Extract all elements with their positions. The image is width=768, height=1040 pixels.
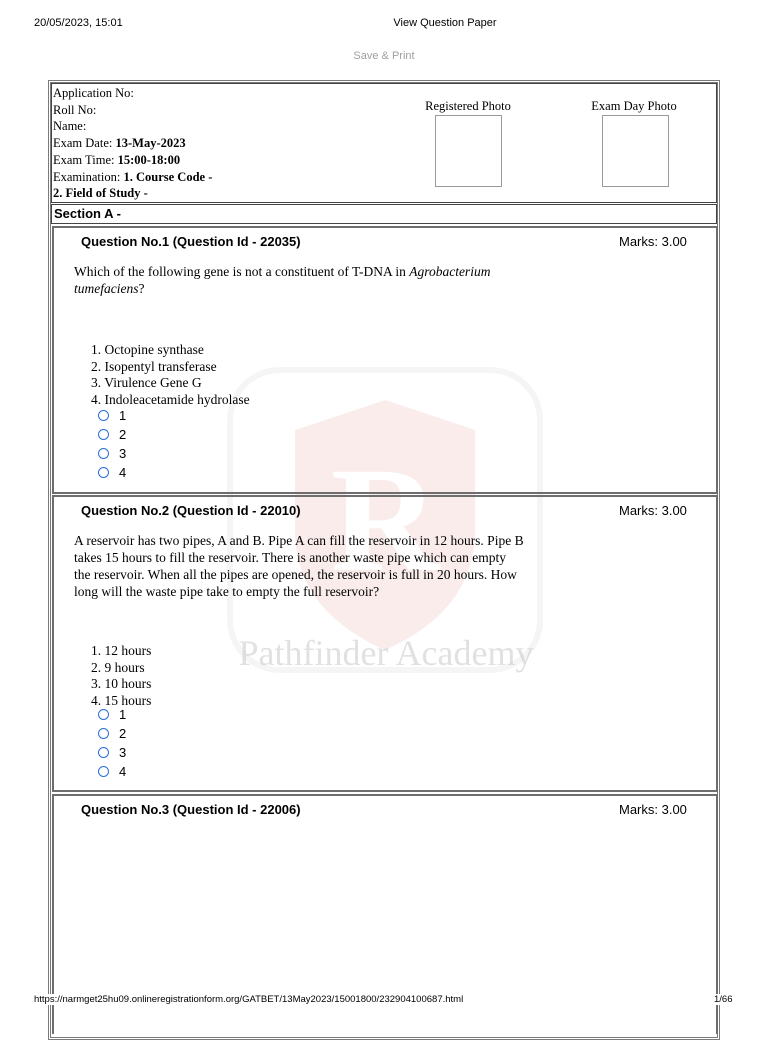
- question-text-2-line: the reservoir. When all the pipes are opened, the reservoir is full in 20 hours. How: [74, 567, 517, 582]
- radio-label: 4: [119, 465, 127, 480]
- question-text-1: [74, 263, 574, 297]
- answer-choice-1-1[interactable]: [98, 406, 126, 425]
- question-text-2-line: A reservoir has two pipes, A and B. Pipe A can fill the reservoir in 12 hours. Pipe B: [74, 533, 524, 548]
- watermark-letter: R: [330, 437, 440, 603]
- question-text-1-end: ?: [138, 281, 145, 296]
- name-label: Name:: [53, 119, 87, 134]
- question-text-1-italic-b: tumefaciens: [74, 281, 139, 296]
- option-2-4: 4. 15 hours: [91, 693, 152, 709]
- radio-button[interactable]: [98, 728, 109, 739]
- roll-no-label: Roll No:: [53, 102, 97, 117]
- option-2-2: 2. 9 hours: [91, 659, 145, 675]
- registered-photo-label: Registered Photo: [425, 99, 511, 113]
- answer-choice-2-1[interactable]: [98, 705, 126, 724]
- radio-button[interactable]: [98, 448, 109, 459]
- print-datetime: 20/05/2023, 15:01: [34, 17, 123, 29]
- radio-label: 4: [119, 764, 127, 779]
- save-print-link[interactable]: Save & Print: [353, 50, 415, 62]
- exam-day-photo-label: Exam Day Photo: [591, 99, 677, 113]
- print-url: https://narmget25hu09.onlineregistrationform.org/GATBET/13May2023/15001800/232904100687.html: [34, 994, 464, 1005]
- print-page-title: View Question Paper: [393, 17, 497, 29]
- question-text-1-main: Which of the following gene is not a constituent of T-DNA in: [74, 264, 410, 279]
- radio-button[interactable]: [98, 766, 109, 777]
- question-marks-3: Marks: 3.00: [619, 802, 687, 817]
- question-text-2-line: takes 15 hours to fill the reservoir. There is another waste pipe which can empty: [74, 550, 506, 565]
- watermark-text: Pathfinder Academy: [238, 633, 534, 673]
- question-marks-2: Marks: 3.00: [619, 503, 687, 518]
- exam-time-value: 15:00-18:00: [117, 152, 181, 167]
- answer-choice-1-3[interactable]: [98, 444, 126, 463]
- radio-label: 1: [119, 408, 127, 423]
- answer-choice-2-2[interactable]: [98, 724, 126, 743]
- radio-label: 1: [119, 707, 127, 722]
- print-page-number: 1/66: [714, 994, 733, 1005]
- examination-row: [53, 169, 212, 186]
- candidate-info: [53, 85, 212, 202]
- exam-day-photo: [602, 115, 669, 187]
- radio-button[interactable]: [98, 709, 109, 720]
- exam-time-row: [53, 152, 212, 169]
- radio-button[interactable]: [98, 747, 109, 758]
- section-title: Section A -: [51, 204, 717, 224]
- registered-photo: [435, 115, 502, 187]
- option-1-2: 2. Isopentyl transferase: [91, 358, 217, 374]
- option-1-3: 3. Virulence Gene G: [91, 375, 202, 391]
- question-text-2: [74, 532, 634, 600]
- answer-choice-2-3[interactable]: [98, 743, 126, 762]
- course-code: 1. Course Code -: [123, 169, 213, 184]
- question-text-2-line: long will the waste pipe take to empty the full reservoir?: [74, 584, 380, 599]
- option-2-3: 3. 10 hours: [91, 676, 152, 692]
- question-marks-1: Marks: 3.00: [619, 234, 687, 249]
- option-2-1: 1. 12 hours: [91, 643, 152, 658]
- question-heading-2: Question No.2 (Question Id - 22010): [81, 503, 301, 518]
- exam-date-row: [53, 135, 212, 152]
- field-of-study: 2. Field of Study -: [53, 186, 148, 201]
- question-heading-3: Question No.3 (Question Id - 22006): [81, 802, 301, 817]
- answer-choice-1-4[interactable]: [98, 463, 126, 482]
- option-list-1: [91, 342, 250, 409]
- radio-button[interactable]: [98, 410, 109, 421]
- option-list-2: [91, 643, 151, 710]
- answer-choice-1-2[interactable]: [98, 425, 126, 444]
- radio-label: 2: [119, 726, 127, 741]
- radio-label: 3: [119, 745, 127, 760]
- exam-date-value: 13-May-2023: [115, 136, 186, 151]
- radio-label: 2: [119, 427, 127, 442]
- exam-date-label: Exam Date:: [53, 136, 113, 151]
- examination-label: Examination:: [53, 169, 121, 184]
- exam-time-label: Exam Time:: [53, 152, 115, 167]
- answer-choice-2-4[interactable]: [98, 762, 126, 781]
- field-of-study-row: [53, 185, 212, 202]
- option-1-4: 4. Indoleacetamide hydrolase: [91, 392, 250, 408]
- radio-button[interactable]: [98, 467, 109, 478]
- radio-button[interactable]: [98, 429, 109, 440]
- question-heading-1: Question No.1 (Question Id - 22035): [81, 234, 301, 249]
- application-no-label: Application No:: [53, 86, 134, 100]
- question-text-1-italic-a: Agrobacterium: [409, 264, 491, 279]
- option-1-1: 1. Octopine synthase: [91, 342, 204, 357]
- radio-label: 3: [119, 446, 127, 461]
